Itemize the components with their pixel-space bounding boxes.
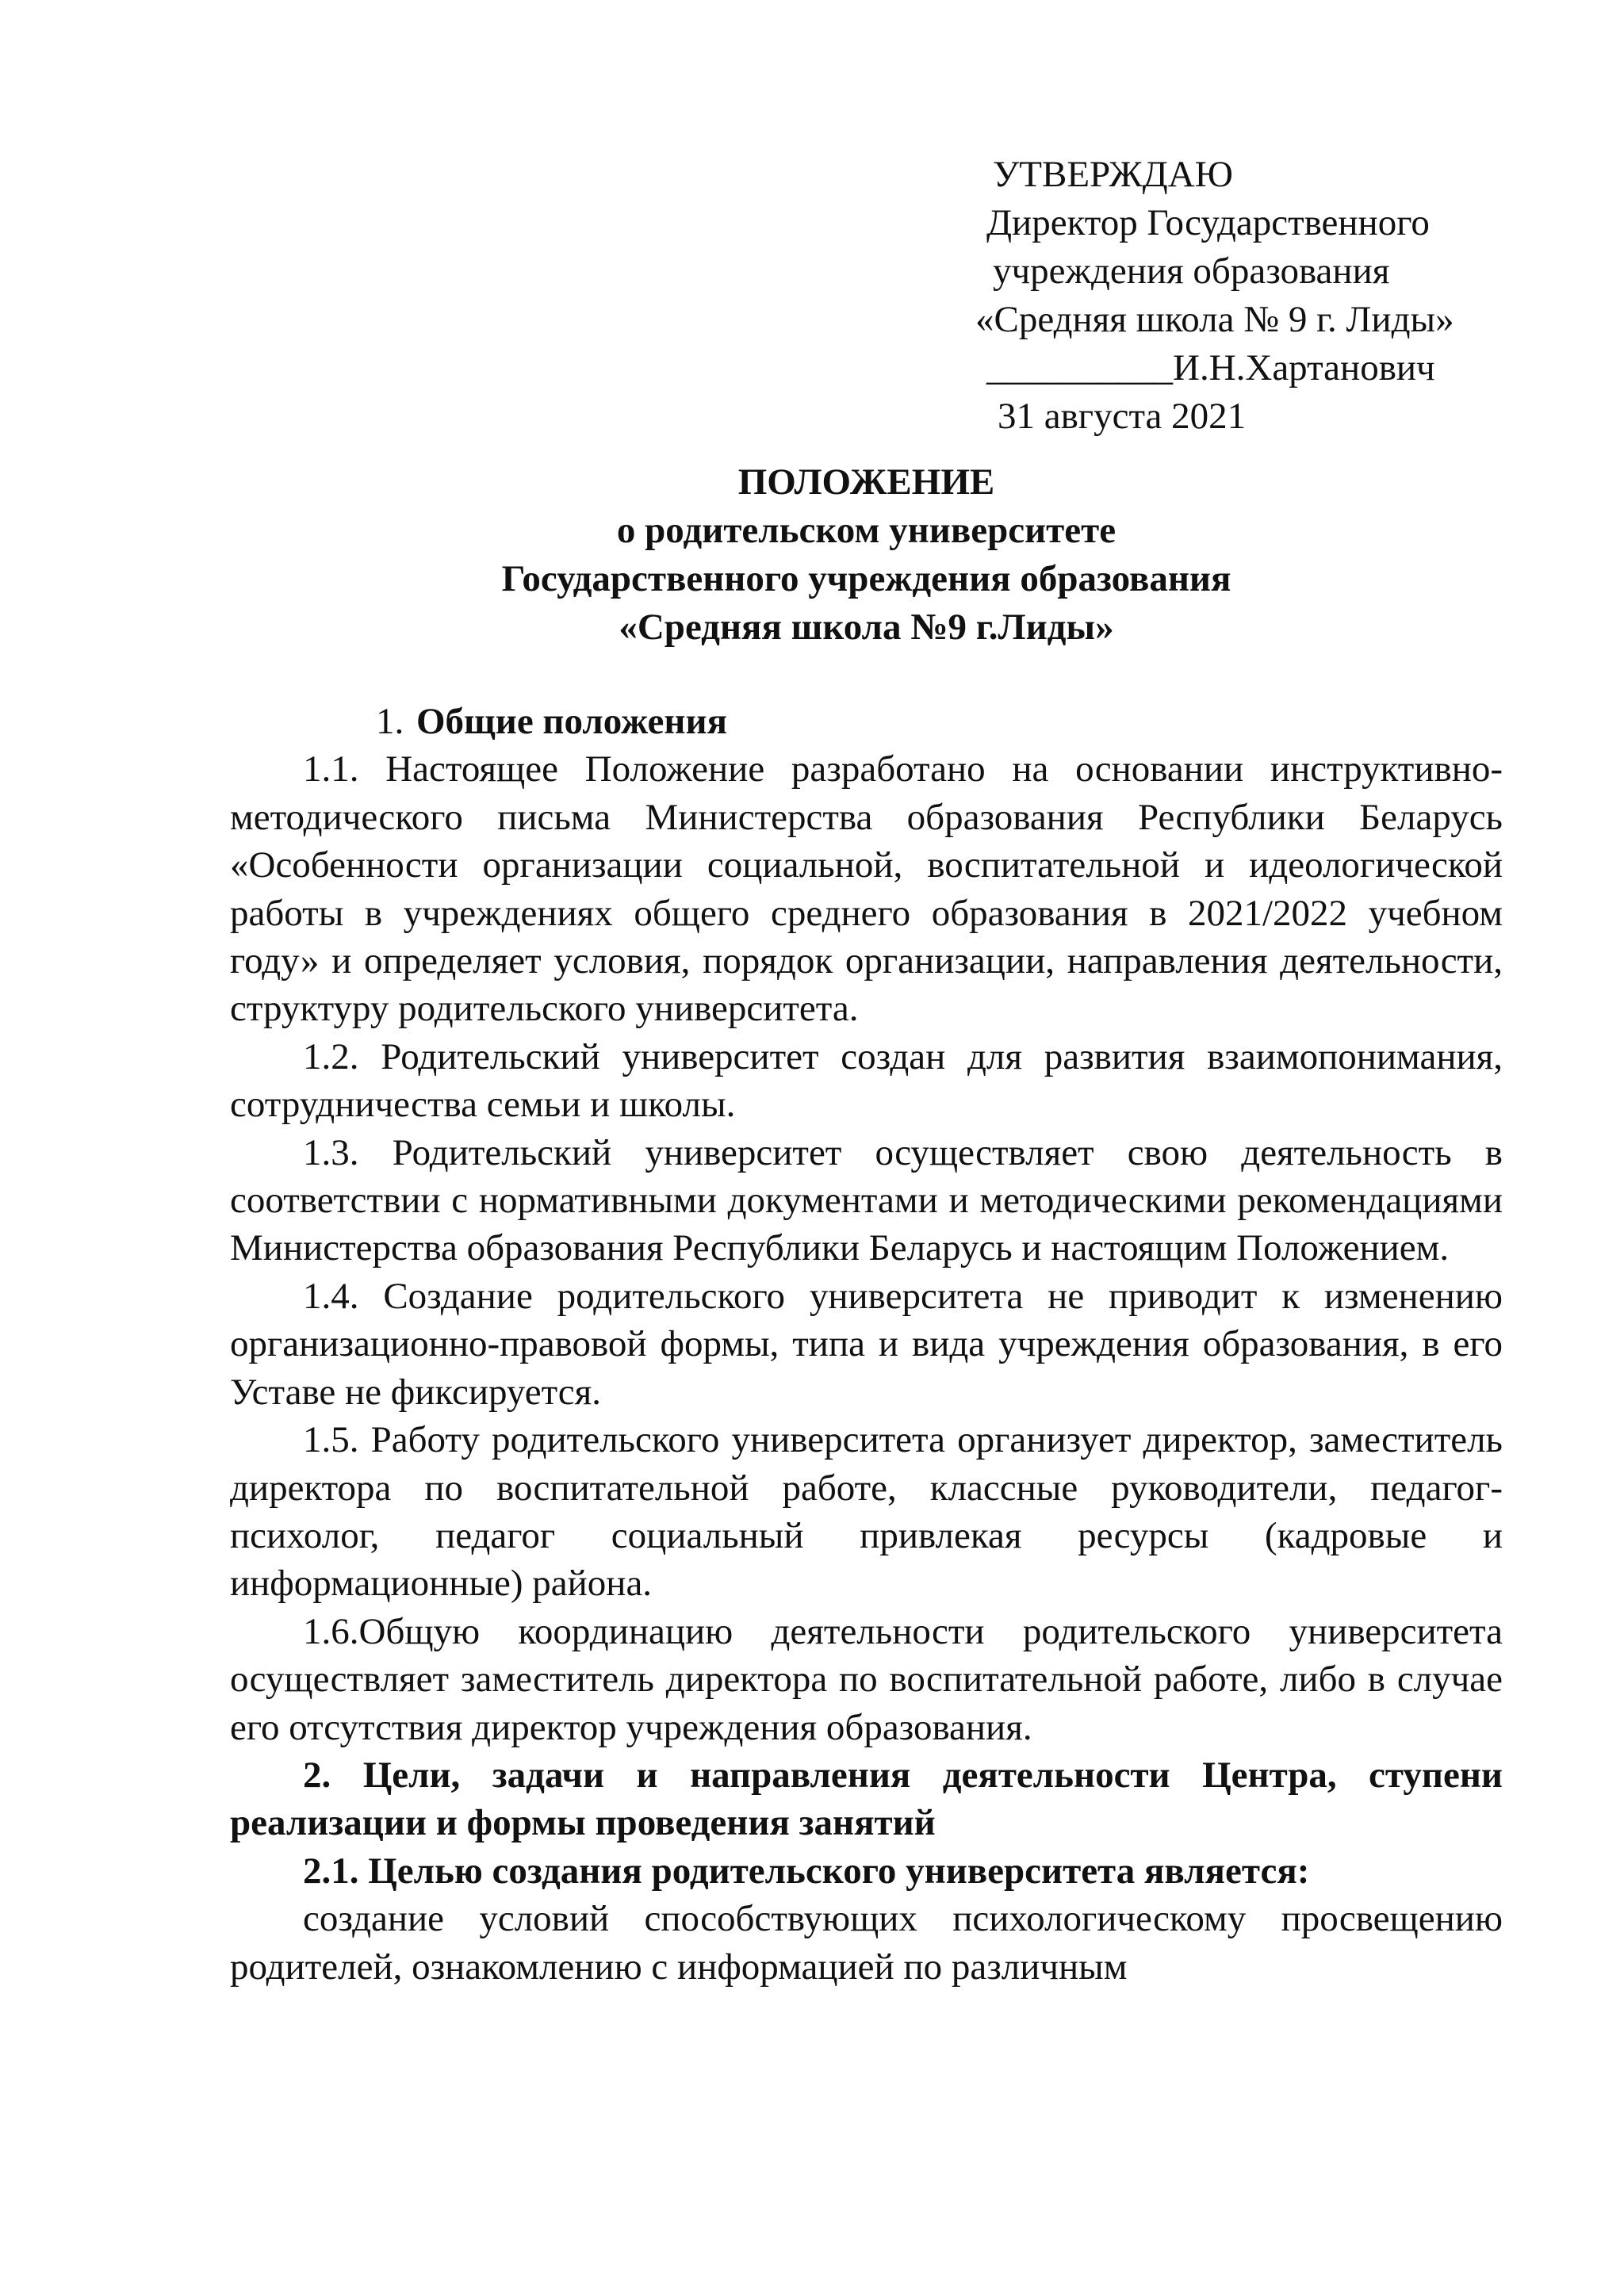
paragraph-1-5: 1.5. Работу родительского университета организует директор, заместитель директора по воспитательной работе, классные руководители, педагог-психолог, педагог социальный привлекая ресурсы (кадровые и информационные) района.: [230, 1419, 1503, 1605]
title-line-3: Государственного учреждения образования: [501, 558, 1231, 599]
section-1-number: 1.: [376, 701, 404, 742]
approval-school-name: «Средняя школа № 9 г. Лиды»: [975, 299, 1454, 340]
title-line-1: ПОЛОЖЕНИЕ: [737, 461, 995, 503]
paragraph-2-1: создание условий способствующих психологическому просвещению родителей, ознакомлению с информацией по различным: [230, 1898, 1503, 1988]
paragraph-1-4: 1.4. Создание родительского университета не приводит к изменению организационно-правовой формы, типа и вида учреждения образования, в его Уставе не фиксируется.: [230, 1275, 1503, 1413]
subsection-2-1-heading: 2.1. Целью создания родительского университета является:: [303, 1850, 1310, 1892]
paragraph-1-2: 1.2. Родительский университет создан для развития взаимопонимания, сотрудничества семьи и школы.: [230, 1035, 1503, 1126]
approval-heading: УТВЕРЖДАЮ: [993, 154, 1233, 195]
document-title: [230, 458, 1503, 652]
approval-date: 31 августа 2021: [998, 396, 1247, 437]
approval-signature: __________И.Н.Хартанович: [986, 347, 1435, 388]
approval-block: [975, 151, 1578, 441]
section-2-heading: 2. Цели, задачи и направления деятельности Центра, ступени реализации и формы проведения занятий: [230, 1754, 1503, 1844]
approval-position: Директор Государственного: [986, 202, 1430, 243]
section-1-title: Общие положения: [416, 701, 727, 742]
approval-institution: учреждения образования: [993, 251, 1390, 292]
title-line-4: «Средняя школа №9 г.Лиды»: [619, 607, 1114, 648]
paragraph-1-1: 1.1. Настоящее Положение разработано на основании инструктивно-методического письма Министерства образования Республики Беларусь «Особенности организации социальной, воспитательной и идеологической работы в учреждениях общего среднего образования в 2021/2022 учебном году» и определяет условия, порядок организации, направления деятельности, структуру родительского университета.: [230, 748, 1503, 1030]
section-1-heading: [230, 698, 1503, 745]
paragraph-1-6: 1.6.Общую координацию деятельности родительского университета осуществляет заместитель директора по воспитательной работе, либо в случае его отсутствия директор учреждения образования.: [230, 1610, 1503, 1748]
title-line-2: о родительском университете: [616, 510, 1116, 551]
document-body: [230, 698, 1503, 1991]
paragraph-1-3: 1.3. Родительский университет осуществляет свою деятельность в соответствии с нормативными документами и методическими рекомендациями Министерства образования Республики Беларусь и настоящим Положением.: [230, 1131, 1503, 1269]
